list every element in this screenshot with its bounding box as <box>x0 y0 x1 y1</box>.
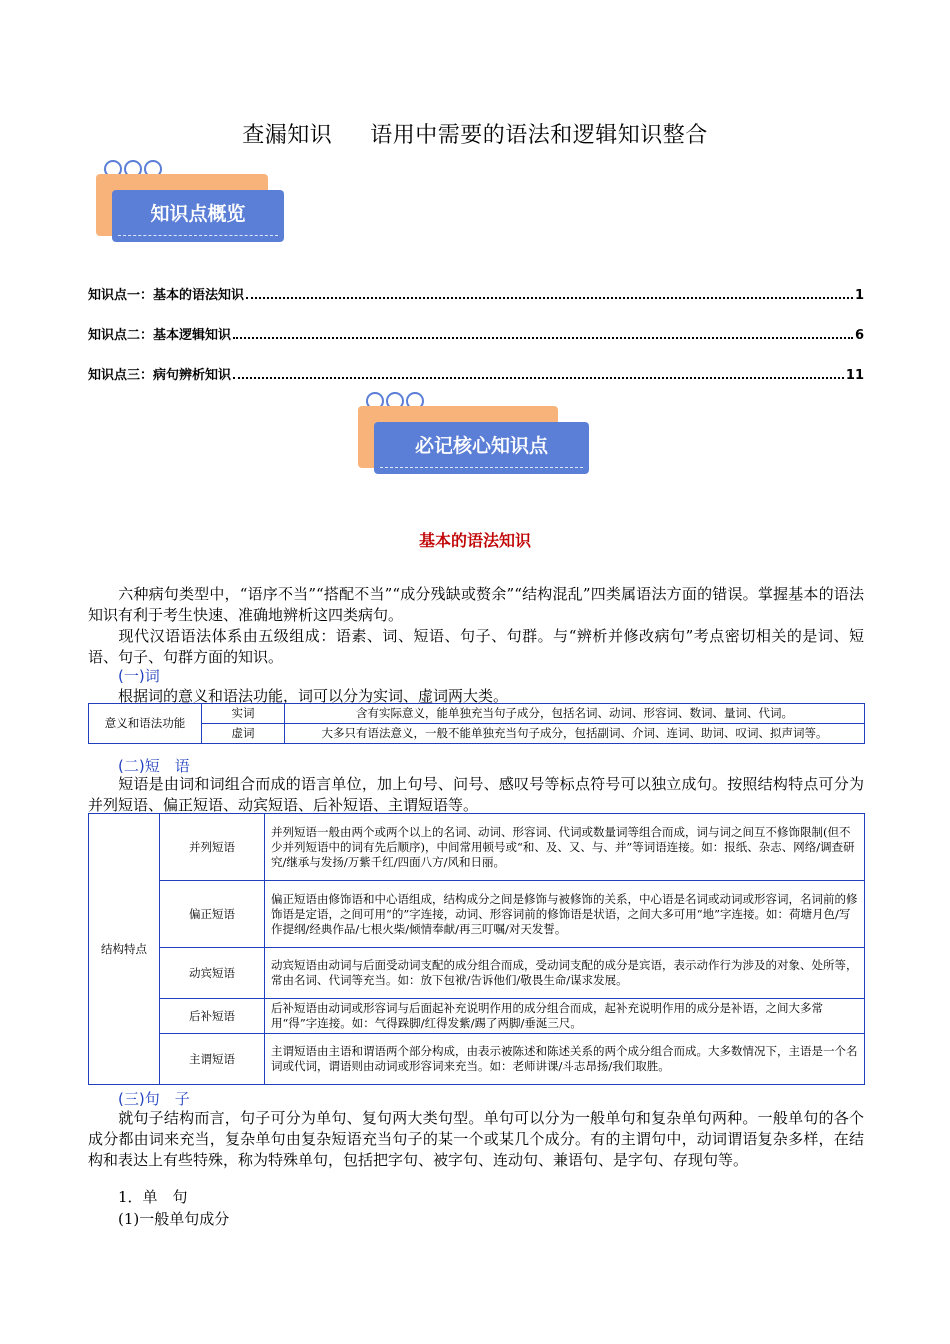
core-badge-label: 必记核心知识点 <box>374 422 589 474</box>
word-text: 根据词的意义和语法功能，词可以分为实词、虚词两大类。 <box>118 687 509 705</box>
toc-item-3[interactable]: 知识点三：病句辨析知识 11 <box>88 368 864 383</box>
sentence-sub2: (1)一般单句成分 <box>118 1210 230 1228</box>
table-row: 动宾短语 动宾短语由动词与后面受动词支配的成分组合而成，受动词支配的成分是宾语，表示动作行为涉及的对象、处所等，常由名词、代词等充当。如：放下包袱/告诉他们/敬畏生命/谋求发展。 <box>89 948 865 999</box>
toc-item-2[interactable]: 知识点二：基本逻辑知识 6 <box>88 328 864 343</box>
phrase-table <box>88 813 865 1085</box>
table-row: 后补短语 后补短语由动词或形容词与后面起补充说明作用的成分组合而成，起补充说明作用的成分是补语，之间大多常用“得”字连接。如：气得跺脚/红得发紫/踢了两脚/垂涎三尺。 <box>89 999 865 1034</box>
sentence-text: 就句子结构而言，句子可分为单句、复句两大类句型。单句可以分为一般单句和复杂单句两种。一般单句的各个成分都由词来充当，复杂单句由复杂短语充当句子的某一个或某几个成分。有的主谓句中，动词谓语复杂多样，在结构和表达上有些特殊，称为特殊单句，包括把字句、被字句、连动句、兼语句、是字句、存现句等。 <box>88 1109 864 1169</box>
title-left: 查漏知识 <box>242 123 333 148</box>
section-title: 基本的语法知识 <box>418 531 531 550</box>
intro-para-1: 六种病句类型中，“语序不当”“搭配不当”“成分残缺或赘余”“结构混乱”四类属语法方面的错误。掌握基本的语法知识有利于考生快速、准确地辨析这四类病句。 <box>88 585 864 624</box>
intro-para-2: 现代汉语语法体系由五级组成：语素、词、短语、句子、句群。与“辨析并修改病句”考点密切相关的是词、短语、句子、句群方面的知识。 <box>88 627 864 666</box>
table-row: 主谓短语 主谓短语由主语和谓语两个部分构成，由表示被陈述和陈述关系的两个成分组合而成。大多数情况下，主语是一个名词或代词，谓语则由动词或形容词来充当。如：老师讲课/斗志昂扬/我们取胜。 <box>89 1034 865 1085</box>
core-badge <box>358 392 558 477</box>
word-table <box>88 703 865 744</box>
table-row: 结构特点 并列短语 并列短语一般由两个或两个以上的名词、动词、形容词、代词或数量词等组合而成，词与词之间互不修饰限制(但不少并列短语中的词有先后顺序)，中间常用顿号或“和、及、又、与、并”等词语连接。如：报纸、杂志、网络/调查研究/继承与发扬/万紫千红/四面八方/风和日丽。 <box>89 814 865 881</box>
page-title <box>0 118 950 149</box>
table-row: 意义和语法功能 实词 含有实际意义，能单独充当句子成分，包括名词、动词、形容词、数词、量词、代词。 <box>89 704 865 724</box>
word-heading: (一)词 <box>118 667 160 685</box>
toc-item-1[interactable]: 知识点一：基本的语法知识 1 <box>88 288 864 303</box>
overview-badge-label: 知识点概览 <box>112 190 284 242</box>
overview-badge <box>96 160 296 245</box>
title-right: 语用中需要的语法和逻辑知识整合 <box>370 123 708 148</box>
sentence-heading: (三)句 子 <box>118 1090 190 1108</box>
phrase-heading: (二)短 语 <box>118 757 190 775</box>
table-row: 虚词 大多只有语法意义，一般不能单独充当句子成分，包括副词、介词、连词、助词、叹词、拟声词等。 <box>89 724 865 744</box>
phrase-text: 短语是由词和词组合而成的语言单位，加上句号、问号、感叹号等标点符号可以独立成句。按照结构特点可分为并列短语、偏正短语、动宾短语、后补短语、主谓短语等。 <box>88 775 864 814</box>
sentence-sub1: 1．单 句 <box>118 1188 188 1206</box>
table-row: 偏正短语 偏正短语由修饰语和中心语组成，结构成分之间是修饰与被修饰的关系，中心语是名词或动词或形容词，名词前的修饰语是定语，之间可用“的”字连接，动词、形容词前的修饰语是状语，之间大多可用“地”字连接。如：荷塘月色/写作提纲/经典作品/七根火柴/倾情奉献/再三叮嘱/对天发誓。 <box>89 881 865 948</box>
